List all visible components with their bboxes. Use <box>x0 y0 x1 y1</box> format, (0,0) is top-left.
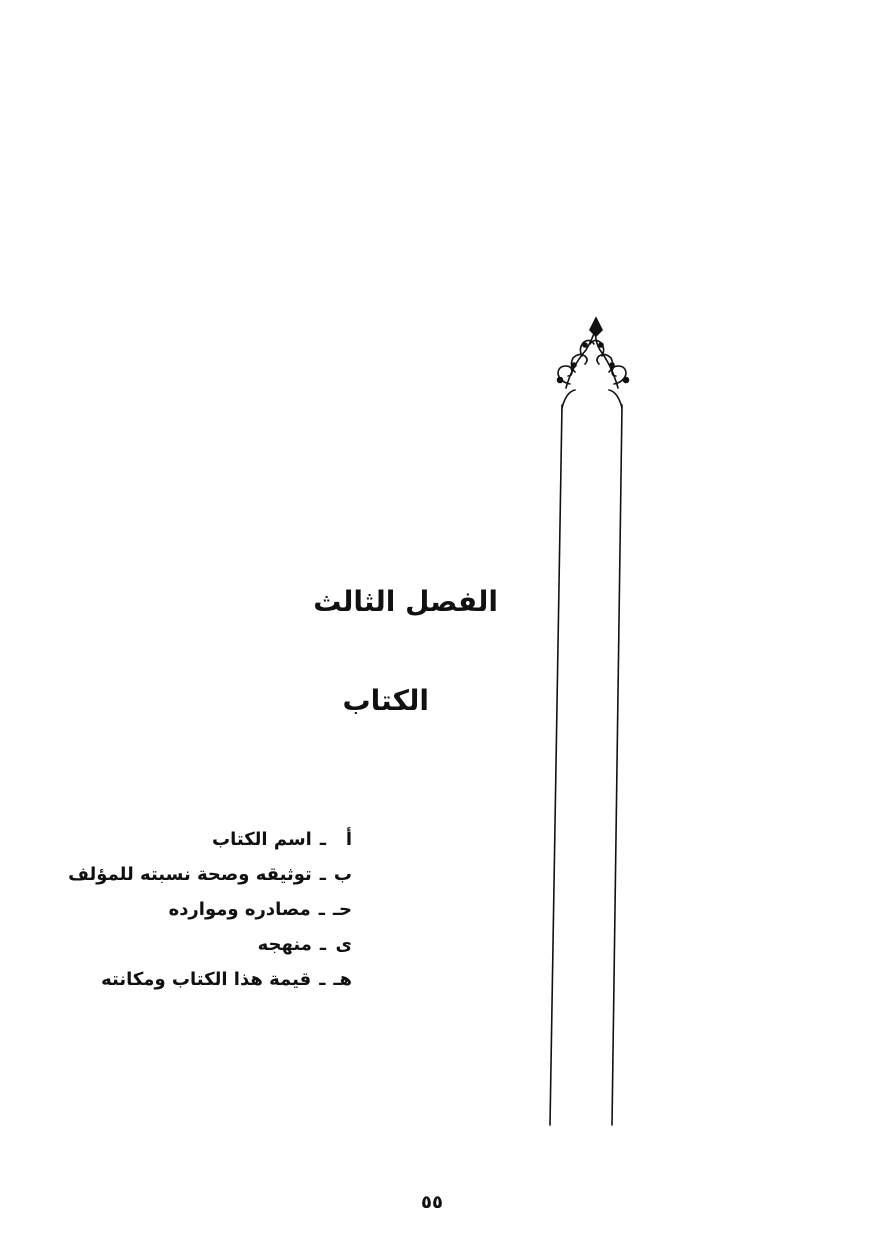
chapter-contents-list <box>68 822 352 997</box>
list-item <box>68 822 352 857</box>
list-item <box>68 962 352 997</box>
list-item-letter: هـ <box>333 969 352 990</box>
list-item-text: مصادره وموارده <box>168 899 311 920</box>
list-item-text: منهجه <box>257 934 312 955</box>
list-item-dash: ـ <box>319 829 326 850</box>
list-item-letter: ب <box>333 864 352 885</box>
page-number: ٥٥ <box>421 1192 443 1213</box>
list-item-letter: حـ <box>332 899 352 920</box>
list-item-dash: ـ <box>319 864 326 885</box>
list-item-text: اسم الكتاب <box>212 829 312 850</box>
section-title: الكتاب <box>342 684 429 717</box>
list-item-dash: ـ <box>319 934 326 955</box>
list-item-text: توثيقه وصحة نسبته للمؤلف <box>68 864 312 885</box>
list-item-dash: ـ <box>318 899 325 920</box>
list-item-letter: أ <box>345 829 352 850</box>
list-item <box>68 892 352 927</box>
list-item-dash: ـ <box>319 969 326 990</box>
list-item <box>68 857 352 892</box>
list-item <box>68 927 352 962</box>
chapter-title: الفصل الثالث <box>313 585 498 618</box>
list-item-text: قيمة هذا الكتاب ومكانته <box>101 969 312 990</box>
list-item-letter: ى <box>335 934 352 955</box>
